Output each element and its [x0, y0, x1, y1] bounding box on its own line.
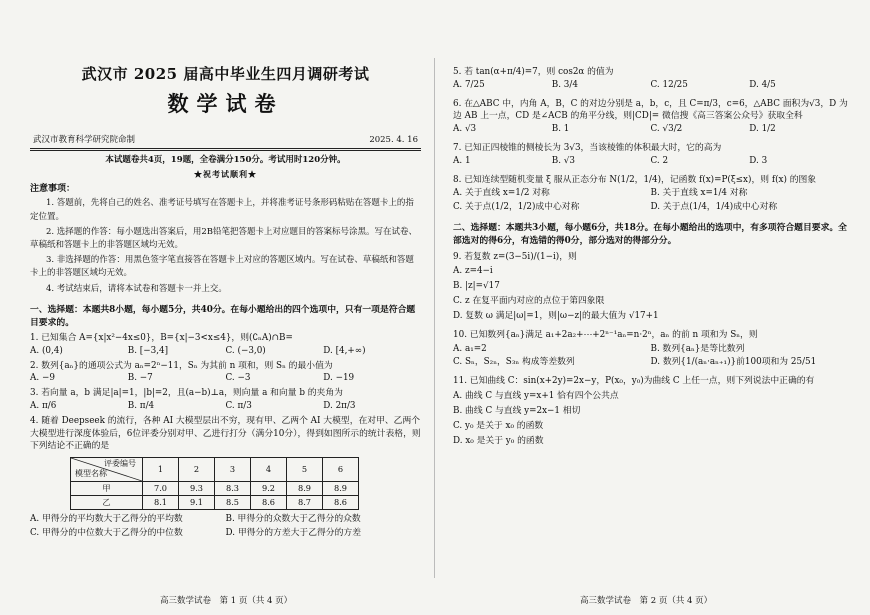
- option: D. 1/2: [749, 124, 776, 135]
- good-luck: ★祝考试顺利★: [194, 168, 257, 179]
- question-3: 3. 若向量 a，b 满足|a|=1，|b|=2，且(a−b)⊥a，则向量 a 和向量 b 的夹角为: [30, 388, 343, 399]
- table-cell: 8.3: [215, 482, 251, 496]
- table-cell: 8.9: [287, 482, 323, 496]
- table-cell: 8.9: [323, 482, 359, 496]
- option: C. √3/2: [650, 124, 683, 135]
- exam-info: 本试题卷共4页，19题，全卷满分150分。考试用时120分钟。: [105, 155, 346, 166]
- exam-date: 2025. 4. 16: [369, 134, 418, 145]
- row-label: 甲: [71, 482, 143, 496]
- table-cell: 8.5: [215, 496, 251, 510]
- table-corner-cell: [71, 458, 143, 482]
- option: B. −7: [127, 373, 153, 384]
- option: B. 甲得分的众数大于乙得分的众数: [225, 514, 361, 525]
- option: D. 数列{1/(aₙ·aₙ₊₁)}前100项和为 25/51: [650, 357, 817, 368]
- option: A. −9: [30, 373, 55, 384]
- option: D. 4/5: [749, 79, 776, 90]
- exam-title: 武汉市 2025 届高中毕业生四月调研考试: [81, 65, 370, 83]
- question-9: 9. 若复数 z=(3−5i)/(1−i)，则: [453, 251, 577, 262]
- option: B. π/4: [127, 401, 155, 412]
- question-6-options: [453, 124, 848, 136]
- option: D. x₀ 是关于 y₀ 的函数: [453, 435, 544, 446]
- option: C. y₀ 是关于 x₀ 的函数: [453, 420, 544, 431]
- question-6: 6. 在△ABC 中，内角 A，B，C 的对边分别是 a，b，c，且 C=π/3，c=6，△ABC 面积为√3，D 为边 AB 上一点，CD 是∠ACB 的角平分线，则|CD|= 微信搜《高三答案公众号》获取全科: [453, 98, 848, 122]
- option: A. (0,4): [30, 345, 63, 356]
- option: C. 甲得分的中位数大于乙得分的中位数: [30, 528, 183, 539]
- table-cell: 9.1: [179, 496, 215, 510]
- option: A. a₁=2: [453, 343, 487, 354]
- option: B. |z|=√17: [453, 281, 500, 292]
- issuer-row: [30, 135, 421, 146]
- option: B. 数列{aₙ}是等比数列: [650, 343, 745, 354]
- question-10: 10. 已知数列{aₙ}满足 a₁+2a₂+⋯+2ⁿ⁻¹aₙ=n·2ⁿ，aₙ 的前 n 项和为 Sₙ，则: [453, 329, 758, 340]
- option: A. z=4−i: [453, 266, 493, 277]
- divider: [30, 150, 421, 151]
- table-header-row: [71, 458, 359, 482]
- row-label: 乙: [71, 496, 143, 510]
- section-one-header: 一、选择题：本题共8小题，每小题5分，共40分。在每小题给出的四个选项中，只有一项是符合题目要求的。: [30, 304, 416, 328]
- option: A. 关于直线 x=1/2 对称: [453, 188, 550, 199]
- table-cell: 8.6: [251, 496, 287, 510]
- question-2: 2. 数列{aₙ}的通项公式为 aₙ=2ⁿ−11，Sₙ 为其前 n 项和，则 Sₙ 的最小值为: [30, 360, 333, 371]
- option: D. −19: [323, 373, 355, 384]
- question-8-options: [453, 188, 848, 214]
- option: A. π/6: [30, 401, 57, 412]
- question-11: 11. 已知曲线 C：sin(x+2y)=2x−y，P(x₀，y₀)为曲线 C 上任一点，则下列说法中正确的有: [453, 376, 815, 387]
- option: B. 关于直线 x=1/4 对称: [650, 188, 748, 199]
- column-header: 5: [287, 458, 323, 482]
- question-4-options: [30, 514, 421, 540]
- question-1: 1. 已知集合 A={x|x²−4x≤0}，B={x|−3<x≤4}，则(∁ₙA)∩B=: [30, 333, 293, 344]
- option: C. (−3,0): [225, 345, 266, 356]
- option: A. √3: [453, 124, 477, 135]
- question-7-options: [453, 156, 848, 168]
- score-table: [70, 457, 359, 510]
- option: D. 甲得分的方差大于乙得分的方差: [225, 528, 361, 539]
- option: B. 曲线 C 与直线 y=2x−1 相切: [453, 405, 581, 416]
- option: D. 3: [749, 155, 768, 166]
- column-header: 1: [143, 458, 179, 482]
- corner-label-model: 模型名称: [75, 469, 107, 479]
- option: C. −3: [225, 373, 251, 384]
- option: A. 7/25: [453, 79, 485, 90]
- question-2-options: [30, 373, 421, 385]
- option: C. 12/25: [650, 79, 688, 90]
- option: D. [4,+∞): [323, 345, 366, 356]
- page-two: [435, 0, 870, 615]
- notes-title: 注意事项：: [30, 184, 76, 195]
- option: C. π/3: [225, 401, 252, 412]
- table-cell: 9.2: [251, 482, 287, 496]
- option: A. 1: [453, 155, 471, 166]
- option: D. 关于点(1/4，1/4)成中心对称: [650, 202, 778, 213]
- option: B. [−3,4]: [127, 345, 169, 356]
- table-cell: 8.7: [287, 496, 323, 510]
- page-footer: 高三数学试卷 第 1 页（共 4 页）: [160, 595, 293, 606]
- option: B. √3: [551, 155, 576, 166]
- table-cell: 7.0: [143, 482, 179, 496]
- option: B. 3/4: [551, 79, 578, 90]
- note-item: 1. 答题前，先将自己的姓名、准考证号填写在答题卡上，并将准考证号条形码粘贴在答题卡上的指定位置。: [30, 198, 414, 222]
- section-two-header: 二、选择题：本题共3小题，每小题6分，共18分。在每小题给出的选项中，有多项符合题目要求。全部选对的得6分，有选错的得0分，部分选对的得部分分。: [453, 223, 847, 247]
- question-5-options: [453, 80, 848, 92]
- question-7: 7. 已知正四棱锥的侧棱长为 3√3，当该棱锥的体积最大时，它的高为: [453, 143, 722, 153]
- column-header: 3: [215, 458, 251, 482]
- table-row: [71, 496, 359, 510]
- option: D. 复数 ω 满足|ω|=1，则|ω−z|的最大值为 √17+1: [453, 310, 659, 321]
- table-cell: 9.3: [179, 482, 215, 496]
- corner-label-judge: 评委编号: [104, 459, 136, 469]
- note-item: 2. 选择题的作答：每小题选出答案后，用2B铅笔把答题卡上对应题目的答案标号涂黑。写在试卷、草稿纸和答题卡上的非答题区域均无效。: [30, 226, 417, 250]
- question-1-options: [30, 346, 421, 358]
- question-10-options: [453, 344, 848, 370]
- column-header: 6: [323, 458, 359, 482]
- exam-subtitle: 数学试卷: [167, 91, 284, 117]
- option: A. 甲得分的平均数大于乙得分的平均数: [30, 514, 183, 525]
- note-item: 3. 非选择题的作答：用黑色签字笔直接答在答题卡上对应的答题区域内。写在试卷、草稿纸和答题卡上的非答题区域均无效。: [30, 255, 414, 279]
- question-3-options: [30, 401, 421, 413]
- option: A. 曲线 C 与直线 y=x+1 恰有四个公共点: [453, 391, 619, 401]
- issuer: 武汉市教育科学研究院命制: [33, 134, 136, 145]
- option: D. 2π/3: [323, 401, 356, 412]
- question-4: 4. 随着 Deepseek 的流行，各种 AI 大模型层出不穷，现有甲、乙两个 AI 大模型，在对甲、乙两个大模型进行深度体验后，6位评委分别对甲、乙进行打分（满分10分），得到如图所示的统计表格，则下列结论不正确的是: [30, 415, 421, 452]
- option: C. 关于点(1/2，1/2)成中心对称: [453, 202, 580, 213]
- page-footer: 高三数学试卷 第 2 页（共 4 页）: [580, 595, 713, 606]
- option: C. Sₙ，S₂ₙ，S₃ₙ 构成等差数列: [453, 357, 575, 368]
- column-header: 2: [179, 458, 215, 482]
- table-cell: 8.1: [143, 496, 179, 510]
- note-item: 4. 考试结束后，请将本试卷和答题卡一并上交。: [46, 283, 227, 294]
- table-cell: 8.6: [323, 496, 359, 510]
- divider: [30, 148, 421, 149]
- option: C. 2: [650, 155, 669, 166]
- table-row: [71, 482, 359, 496]
- column-header: 4: [251, 458, 287, 482]
- option: C. z 在复平面内对应的点位于第四象限: [453, 296, 605, 306]
- question-8: 8. 已知连续型随机变量 ξ 服从正态分布 N(1/2，1/4)，记函数 f(x)=P(ξ≤x)，则 f(x) 的图象: [453, 174, 817, 185]
- option: B. 1: [551, 124, 570, 135]
- question-5: 5. 若 tan(α+π/4)=7，则 cos2α 的值为: [453, 67, 614, 77]
